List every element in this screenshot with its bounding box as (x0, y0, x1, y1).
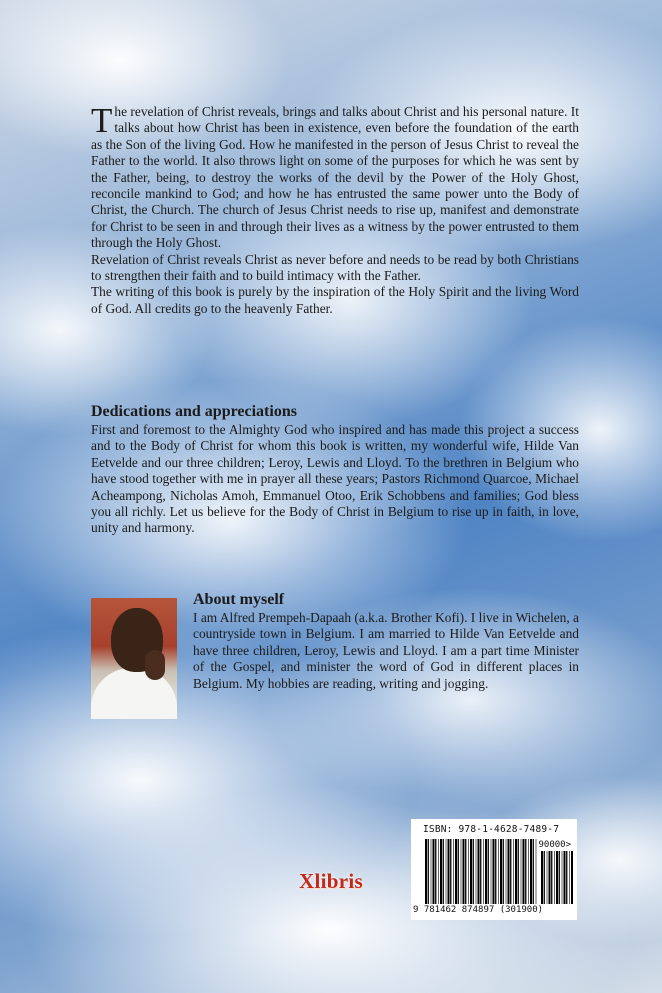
barcode-bar (470, 839, 472, 904)
barcode-bar (458, 839, 459, 904)
barcode-bar (476, 839, 477, 904)
barcode-bar (480, 839, 481, 904)
barcode-bar (547, 851, 548, 904)
publisher-logo: Xlibris (299, 869, 363, 893)
barcode-bar (433, 839, 435, 904)
barcode-bar (541, 851, 543, 904)
barcode-bar (446, 839, 447, 904)
intro-paragraph-3: The writing of this book is purely by the inspiration of the Holy Spirit and the living Word of God. All credits go to the heavenly Father. (91, 284, 579, 316)
barcode-bar (515, 839, 517, 904)
barcode-bar (495, 839, 496, 904)
dropcap-letter: T (91, 101, 113, 140)
barcode-bar (425, 839, 427, 904)
barcode-bar (473, 839, 474, 904)
barcode-bar (443, 839, 444, 904)
barcode-bar (453, 839, 454, 904)
barcode-bar (483, 839, 484, 904)
barcode-bar (465, 839, 466, 904)
barcode-bars-main (425, 839, 537, 904)
barcode-bar (435, 839, 436, 904)
price-code: 90000> (538, 840, 571, 850)
barcode-bar (455, 839, 457, 904)
barcode-bar (521, 839, 522, 904)
barcode-bar (493, 839, 495, 904)
barcode-bar (564, 851, 566, 904)
intro-paragraph-1-text: he revelation of Christ reveals, brings and talks about Christ and his personal nature. It talks about how Christ has been in existence, even before the foundation of the earth as the Son of the living God. How he manifested in the person of Jesus Christ to reveal the Father to the world. It also throws light on some of the purposes for which he was sent by the Father, being, to destroy the works of the devil by the Power of the Holy Ghost, reconcile mankind to God; and how he has entrusted the same power unto the Body of Christ, the Church. The church of Jesus Christ needs to rise up, manifest and demonstrate for Christ to be seen in and through their lives as a witness by the power entrusted to them through the Holy Ghost. (91, 104, 579, 251)
barcode-bar (503, 839, 504, 904)
barcode-digits: 9 781462 874897 (301900) (413, 905, 544, 915)
author-hand (145, 650, 165, 680)
barcode-bar (510, 839, 511, 904)
barcode-bar (566, 851, 567, 904)
barcode-bar (518, 839, 519, 904)
barcode-bar (498, 839, 499, 904)
barcode-bar (525, 839, 526, 904)
barcode-bar (536, 839, 537, 904)
barcode-bar (450, 839, 451, 904)
barcode-bar (571, 851, 573, 904)
barcode-bar (530, 839, 532, 904)
author-shirt (91, 668, 177, 719)
isbn-barcode (411, 819, 577, 920)
barcode-bar (461, 839, 462, 904)
barcode-bar (508, 839, 510, 904)
barcode-bar (428, 839, 429, 904)
barcode-bar (556, 851, 558, 904)
barcode-bar (554, 851, 555, 904)
barcode-bar (485, 839, 487, 904)
intro-paragraph-1 (91, 101, 579, 252)
barcode-bar (569, 851, 570, 904)
dedications-section (91, 403, 579, 537)
barcode-bar (431, 839, 432, 904)
about-body: I am Alfred Prempeh-Dapaah (a.k.a. Brother Kofi). I live in Wichelen, a countryside town in Belgium. I am married to Hilde Van Eetvelde and have three children, Leroy, Lewis and Lloyd. I am a part time Minister of the Gospel, and minister the word of God in different places in Belgium. My hobbies are reading, writing and jogging. (193, 610, 579, 691)
author-photo (91, 598, 177, 719)
about-section (193, 591, 579, 692)
barcode-bar (440, 839, 442, 904)
barcode-bar (528, 839, 529, 904)
barcode-bar (513, 839, 514, 904)
barcode-bar (468, 839, 469, 904)
barcode-bar (551, 851, 552, 904)
barcode-bar (533, 839, 534, 904)
barcode-bar (448, 839, 450, 904)
barcode-bar (463, 839, 465, 904)
barcode-bar (488, 839, 489, 904)
barcode-bars-addon (541, 851, 573, 904)
barcode-bar (544, 851, 545, 904)
about-title: About myself (193, 591, 285, 608)
isbn-label: ISBN: 978-1-4628-7489-7 (423, 824, 560, 835)
intro-paragraph-2: Revelation of Christ reveals Christ as never before and needs to be read by both Christians to strengthen their faith and to build intimacy with the Father. (91, 251, 579, 284)
barcode-bar (500, 839, 502, 904)
barcode-bar (523, 839, 525, 904)
barcode-bar (562, 851, 563, 904)
barcode-bar (438, 839, 439, 904)
intro-section (91, 101, 579, 317)
barcode-bar (491, 839, 492, 904)
barcode-bar (478, 839, 480, 904)
dedications-title: Dedications and appreciations (91, 403, 297, 420)
dedications-body: First and foremost to the Almighty God who inspired and has made this project a success and to the Body of Christ for whom this book is written, my wonderful wife, Hilde Van Eetvelde and our three children; Leroy, Lewis and Lloyd. To the brethren in Belgium who have stood together with me in prayer all these years; Pastors Richmond Quarcoe, Michael Acheampong, Nicholas Amoh, Emmanuel Otoo, Erik Schobbens and families; God bless you all richly. Let us believe for the Body of Christ in Belgium to rise up in faith, in love, unity and harmony. (91, 422, 579, 536)
barcode-bar (559, 851, 560, 904)
barcode-bar (506, 839, 507, 904)
barcode-bar (549, 851, 551, 904)
